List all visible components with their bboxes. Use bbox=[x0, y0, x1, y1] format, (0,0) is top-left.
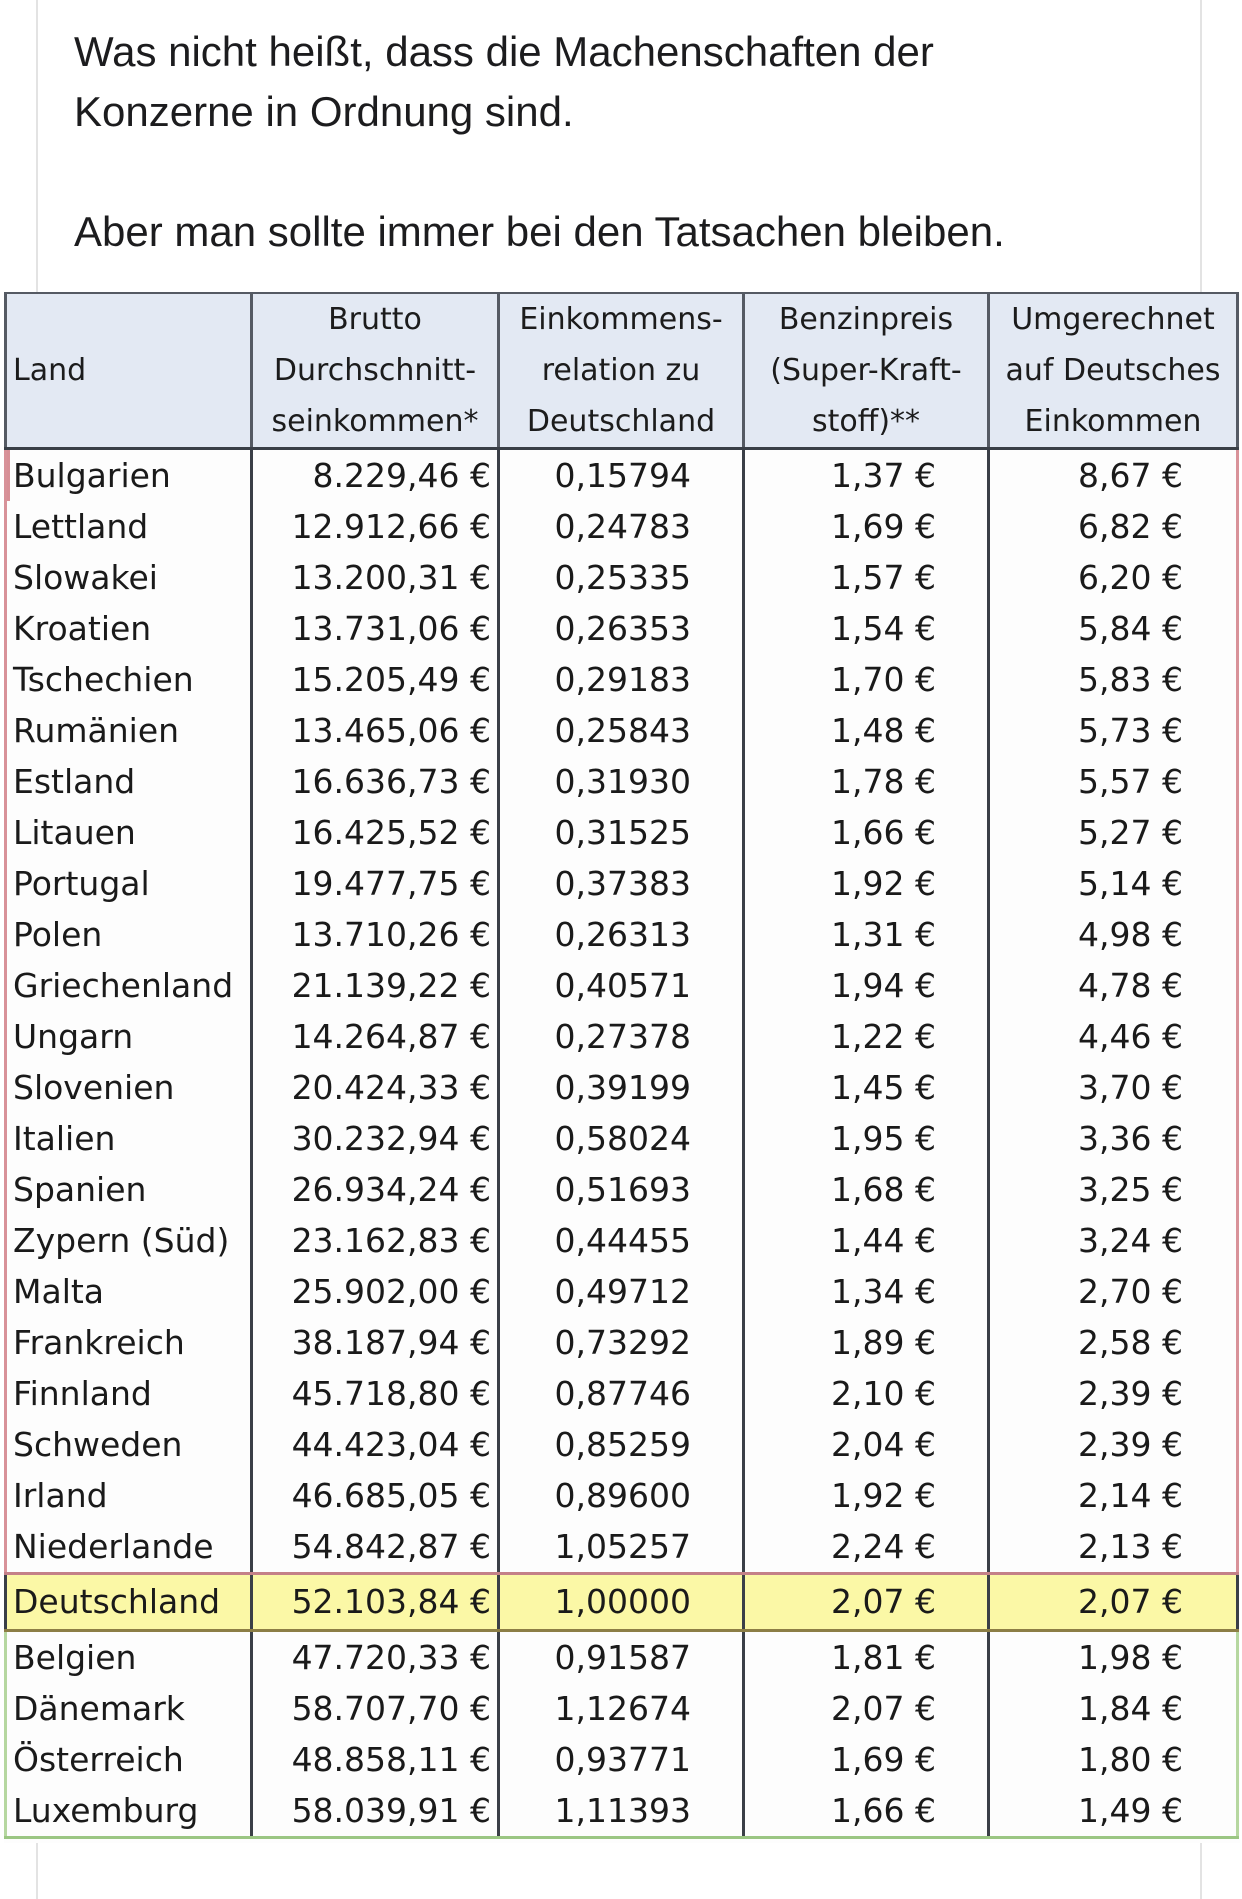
cell-brutto: 38.187,94 € bbox=[252, 1317, 499, 1368]
cell-umgerechnet-value: 2,13 € bbox=[1078, 1527, 1183, 1566]
cell-relation-value: 0,51693 bbox=[554, 1170, 691, 1209]
table-row bbox=[6, 1266, 1238, 1317]
cell-benzinpreis-value: 1,37 € bbox=[831, 456, 936, 495]
table-row bbox=[6, 654, 1238, 705]
cell-relation bbox=[499, 858, 744, 909]
cell-brutto: 21.139,22 € bbox=[252, 960, 499, 1011]
cell-relation bbox=[499, 705, 744, 756]
header-benzin: Benzinpreis (Super-Kraft- stoff)** bbox=[744, 293, 989, 449]
cell-umgerechnet bbox=[989, 1266, 1238, 1317]
income-fuel-table bbox=[4, 292, 1239, 1839]
cell-benzinpreis-value: 1,68 € bbox=[831, 1170, 936, 1209]
cell-relation bbox=[499, 1368, 744, 1419]
cell-benzinpreis bbox=[744, 1785, 989, 1838]
table-row bbox=[6, 756, 1238, 807]
cell-umgerechnet bbox=[989, 1574, 1238, 1631]
cell-brutto: 58.707,70 € bbox=[252, 1683, 499, 1734]
cell-land: Niederlande bbox=[6, 1521, 252, 1574]
cell-benzinpreis-value: 1,54 € bbox=[831, 609, 936, 648]
cell-brutto: 26.934,24 € bbox=[252, 1164, 499, 1215]
cell-relation-value: 0,85259 bbox=[554, 1425, 691, 1464]
cell-umgerechnet-value: 1,84 € bbox=[1078, 1689, 1183, 1728]
table-row bbox=[6, 1419, 1238, 1470]
cell-benzinpreis bbox=[744, 756, 989, 807]
cell-umgerechnet bbox=[989, 1011, 1238, 1062]
cell-relation bbox=[499, 1011, 744, 1062]
cell-land: Österreich bbox=[6, 1734, 252, 1785]
cell-umgerechnet bbox=[989, 1470, 1238, 1521]
cell-relation-value: 0,58024 bbox=[554, 1119, 691, 1158]
cell-umgerechnet-value: 3,36 € bbox=[1078, 1119, 1183, 1158]
cell-umgerechnet-value: 6,20 € bbox=[1078, 558, 1183, 597]
cell-benzinpreis-value: 2,07 € bbox=[831, 1582, 936, 1621]
table-group-germany bbox=[6, 1574, 1238, 1631]
cell-umgerechnet bbox=[989, 858, 1238, 909]
cell-land: Slovenien bbox=[6, 1062, 252, 1113]
cell-brutto: 14.264,87 € bbox=[252, 1011, 499, 1062]
cell-land: Belgien bbox=[6, 1631, 252, 1684]
cell-brutto: 16.636,73 € bbox=[252, 756, 499, 807]
cell-benzinpreis-value: 1,89 € bbox=[831, 1323, 936, 1362]
income-fuel-table-image bbox=[4, 292, 1240, 1843]
cell-benzinpreis bbox=[744, 1683, 989, 1734]
cell-land: Estland bbox=[6, 756, 252, 807]
cell-relation-value: 0,31930 bbox=[554, 762, 691, 801]
table-row bbox=[6, 1062, 1238, 1113]
cell-relation bbox=[499, 756, 744, 807]
cell-land: Italien bbox=[6, 1113, 252, 1164]
cell-benzinpreis-value: 2,04 € bbox=[831, 1425, 936, 1464]
table-row bbox=[6, 603, 1238, 654]
cell-umgerechnet bbox=[989, 552, 1238, 603]
cell-benzinpreis-value: 1,22 € bbox=[831, 1017, 936, 1056]
cell-relation bbox=[499, 1164, 744, 1215]
cell-umgerechnet bbox=[989, 1368, 1238, 1419]
cell-relation-value: 0,91587 bbox=[554, 1638, 691, 1677]
table-row bbox=[6, 1368, 1238, 1419]
table-row bbox=[6, 1683, 1238, 1734]
cell-brutto: 12.912,66 € bbox=[252, 501, 499, 552]
cell-land: Griechenland bbox=[6, 960, 252, 1011]
cell-land: Lettland bbox=[6, 501, 252, 552]
cell-land: Tschechien bbox=[6, 654, 252, 705]
cell-brutto: 52.103,84 € bbox=[252, 1574, 499, 1631]
cell-umgerechnet bbox=[989, 756, 1238, 807]
cell-land: Portugal bbox=[6, 858, 252, 909]
cell-umgerechnet-value: 5,27 € bbox=[1078, 813, 1183, 852]
cell-umgerechnet bbox=[989, 1631, 1238, 1684]
cell-brutto: 13.731,06 € bbox=[252, 603, 499, 654]
cell-benzinpreis bbox=[744, 654, 989, 705]
table-header bbox=[6, 293, 1238, 449]
cell-land: Luxemburg bbox=[6, 1785, 252, 1838]
cell-umgerechnet-value: 2,07 € bbox=[1078, 1582, 1183, 1621]
cell-umgerechnet-value: 1,98 € bbox=[1078, 1638, 1183, 1677]
table-row bbox=[6, 858, 1238, 909]
cell-relation-value: 0,26313 bbox=[554, 915, 691, 954]
cell-land: Litauen bbox=[6, 807, 252, 858]
cell-benzinpreis bbox=[744, 552, 989, 603]
cell-benzinpreis bbox=[744, 501, 989, 552]
cell-benzinpreis-value: 1,66 € bbox=[831, 813, 936, 852]
cell-umgerechnet-value: 3,24 € bbox=[1078, 1221, 1183, 1260]
table-row bbox=[6, 1734, 1238, 1785]
cell-land: Malta bbox=[6, 1266, 252, 1317]
table-row bbox=[6, 705, 1238, 756]
table-row bbox=[6, 552, 1238, 603]
cell-relation-value: 0,27378 bbox=[554, 1017, 691, 1056]
cell-relation bbox=[499, 449, 744, 502]
cell-umgerechnet-value: 5,57 € bbox=[1078, 762, 1183, 801]
cell-umgerechnet bbox=[989, 1215, 1238, 1266]
cell-benzinpreis bbox=[744, 1470, 989, 1521]
cell-relation-value: 0,24783 bbox=[554, 507, 691, 546]
table-row bbox=[6, 960, 1238, 1011]
cell-relation-value: 0,39199 bbox=[554, 1068, 691, 1107]
cell-benzinpreis bbox=[744, 449, 989, 502]
cell-relation-value: 0,26353 bbox=[554, 609, 691, 648]
cell-benzinpreis bbox=[744, 960, 989, 1011]
cell-relation bbox=[499, 1062, 744, 1113]
cell-benzinpreis bbox=[744, 1062, 989, 1113]
cell-benzinpreis bbox=[744, 1368, 989, 1419]
cell-umgerechnet bbox=[989, 501, 1238, 552]
table-row bbox=[6, 909, 1238, 960]
cell-relation-value: 0,73292 bbox=[554, 1323, 691, 1362]
table-row bbox=[6, 1521, 1238, 1574]
cell-benzinpreis-value: 1,45 € bbox=[831, 1068, 936, 1107]
cell-brutto: 13.710,26 € bbox=[252, 909, 499, 960]
cell-benzinpreis bbox=[744, 1574, 989, 1631]
cell-benzinpreis-value: 1,70 € bbox=[831, 660, 936, 699]
cell-relation bbox=[499, 1470, 744, 1521]
cell-land: Zypern (Süd) bbox=[6, 1215, 252, 1266]
post-line-1: Was nicht heißt, dass die Machenschaften der bbox=[74, 28, 934, 75]
table-row bbox=[6, 1785, 1238, 1838]
cell-brutto: 46.685,05 € bbox=[252, 1470, 499, 1521]
cell-umgerechnet bbox=[989, 1113, 1238, 1164]
cell-umgerechnet-value: 2,58 € bbox=[1078, 1323, 1183, 1362]
table-row bbox=[6, 1113, 1238, 1164]
table-row bbox=[6, 807, 1238, 858]
cell-relation bbox=[499, 1683, 744, 1734]
cell-relation bbox=[499, 1113, 744, 1164]
cell-benzinpreis bbox=[744, 1631, 989, 1684]
cell-brutto: 13.465,06 € bbox=[252, 705, 499, 756]
cell-land: Deutschland bbox=[6, 1574, 252, 1631]
cell-land: Irland bbox=[6, 1470, 252, 1521]
cell-relation bbox=[499, 960, 744, 1011]
table-row bbox=[6, 1011, 1238, 1062]
cell-brutto: 19.477,75 € bbox=[252, 858, 499, 909]
cell-relation bbox=[499, 1574, 744, 1631]
table-row bbox=[6, 1470, 1238, 1521]
cell-umgerechnet bbox=[989, 960, 1238, 1011]
cell-umgerechnet bbox=[989, 1164, 1238, 1215]
cell-relation bbox=[499, 552, 744, 603]
cell-umgerechnet-value: 3,70 € bbox=[1078, 1068, 1183, 1107]
cell-relation-value: 0,40571 bbox=[554, 966, 691, 1005]
cell-relation-value: 0,87746 bbox=[554, 1374, 691, 1413]
cell-land: Schweden bbox=[6, 1419, 252, 1470]
cell-brutto: 47.720,33 € bbox=[252, 1631, 499, 1684]
cell-relation bbox=[499, 1521, 744, 1574]
cell-brutto: 15.205,49 € bbox=[252, 654, 499, 705]
cell-benzinpreis bbox=[744, 1011, 989, 1062]
cell-relation-value: 1,11393 bbox=[554, 1791, 691, 1830]
cell-umgerechnet-value: 2,39 € bbox=[1078, 1425, 1183, 1464]
cell-umgerechnet bbox=[989, 705, 1238, 756]
cell-brutto: 23.162,83 € bbox=[252, 1215, 499, 1266]
cell-relation bbox=[499, 807, 744, 858]
cell-umgerechnet bbox=[989, 603, 1238, 654]
cell-benzinpreis-value: 1,95 € bbox=[831, 1119, 936, 1158]
cell-brutto: 58.039,91 € bbox=[252, 1785, 499, 1838]
cell-benzinpreis-value: 1,81 € bbox=[831, 1638, 936, 1677]
header-land: Land bbox=[6, 293, 252, 449]
cell-umgerechnet bbox=[989, 1683, 1238, 1734]
cell-relation bbox=[499, 909, 744, 960]
cell-umgerechnet-value: 5,84 € bbox=[1078, 609, 1183, 648]
cell-brutto: 25.902,00 € bbox=[252, 1266, 499, 1317]
cell-umgerechnet-value: 4,98 € bbox=[1078, 915, 1183, 954]
table-group-cheaper bbox=[6, 449, 1238, 1574]
cell-benzinpreis-value: 1,44 € bbox=[831, 1221, 936, 1260]
cell-umgerechnet bbox=[989, 1521, 1238, 1574]
cell-brutto: 20.424,33 € bbox=[252, 1062, 499, 1113]
cell-relation bbox=[499, 1631, 744, 1684]
cell-benzinpreis bbox=[744, 1317, 989, 1368]
cell-umgerechnet-value: 3,25 € bbox=[1078, 1170, 1183, 1209]
cell-relation-value: 0,93771 bbox=[554, 1740, 691, 1779]
cell-benzinpreis-value: 1,78 € bbox=[831, 762, 936, 801]
cell-brutto: 45.718,80 € bbox=[252, 1368, 499, 1419]
table-row-deutschland bbox=[6, 1574, 1238, 1631]
cell-relation bbox=[499, 1785, 744, 1838]
cell-land: Dänemark bbox=[6, 1683, 252, 1734]
cell-benzinpreis-value: 1,57 € bbox=[831, 558, 936, 597]
cell-umgerechnet-value: 5,83 € bbox=[1078, 660, 1183, 699]
cell-umgerechnet-value: 1,80 € bbox=[1078, 1740, 1183, 1779]
cell-umgerechnet bbox=[989, 654, 1238, 705]
header-relation: Einkommens- relation zu Deutschland bbox=[499, 293, 744, 449]
cell-relation-value: 0,29183 bbox=[554, 660, 691, 699]
cell-umgerechnet bbox=[989, 449, 1238, 502]
cell-relation-value: 1,05257 bbox=[554, 1527, 691, 1566]
cell-benzinpreis-value: 1,34 € bbox=[831, 1272, 936, 1311]
cell-benzinpreis-value: 2,10 € bbox=[831, 1374, 936, 1413]
cell-umgerechnet-value: 2,14 € bbox=[1078, 1476, 1183, 1515]
cell-benzinpreis-value: 1,66 € bbox=[831, 1791, 936, 1830]
cell-relation-value: 0,31525 bbox=[554, 813, 691, 852]
cell-land: Ungarn bbox=[6, 1011, 252, 1062]
cell-umgerechnet-value: 4,46 € bbox=[1078, 1017, 1183, 1056]
cell-umgerechnet bbox=[989, 1419, 1238, 1470]
table-row bbox=[6, 449, 1238, 502]
post-line-2: Konzerne in Ordnung sind. bbox=[74, 88, 574, 135]
cell-benzinpreis-value: 1,31 € bbox=[831, 915, 936, 954]
cell-land: Frankreich bbox=[6, 1317, 252, 1368]
cell-relation-value: 1,12674 bbox=[554, 1689, 691, 1728]
cell-umgerechnet-value: 5,14 € bbox=[1078, 864, 1183, 903]
cell-benzinpreis bbox=[744, 1113, 989, 1164]
cell-relation-value: 0,89600 bbox=[554, 1476, 691, 1515]
cell-relation-value: 0,25843 bbox=[554, 711, 691, 750]
cell-brutto: 48.858,11 € bbox=[252, 1734, 499, 1785]
cell-relation bbox=[499, 603, 744, 654]
post-line-3: Aber man sollte immer bei den Tatsachen bleiben. bbox=[74, 208, 1005, 255]
cell-benzinpreis bbox=[744, 1521, 989, 1574]
cell-land: Slowakei bbox=[6, 552, 252, 603]
cell-benzinpreis-value: 1,69 € bbox=[831, 1740, 936, 1779]
cell-land: Finnland bbox=[6, 1368, 252, 1419]
cell-land: Bulgarien bbox=[6, 449, 252, 502]
cell-umgerechnet bbox=[989, 1734, 1238, 1785]
cell-benzinpreis-value: 2,07 € bbox=[831, 1689, 936, 1728]
cell-brutto: 8.229,46 € bbox=[252, 449, 499, 502]
table-row bbox=[6, 1215, 1238, 1266]
table-row bbox=[6, 1631, 1238, 1684]
cell-umgerechnet-value: 2,39 € bbox=[1078, 1374, 1183, 1413]
cell-brutto: 54.842,87 € bbox=[252, 1521, 499, 1574]
cell-relation bbox=[499, 1734, 744, 1785]
cell-land: Kroatien bbox=[6, 603, 252, 654]
cell-umgerechnet bbox=[989, 909, 1238, 960]
cell-relation bbox=[499, 501, 744, 552]
cell-relation-value: 0,15794 bbox=[554, 456, 691, 495]
cell-land: Spanien bbox=[6, 1164, 252, 1215]
cell-relation-value: 0,49712 bbox=[554, 1272, 691, 1311]
cell-land: Polen bbox=[6, 909, 252, 960]
cell-benzinpreis bbox=[744, 603, 989, 654]
cell-benzinpreis bbox=[744, 1734, 989, 1785]
header-umgerechnet: Umgerechnet auf Deutsches Einkommen bbox=[989, 293, 1238, 449]
cell-umgerechnet-value: 6,82 € bbox=[1078, 507, 1183, 546]
cell-umgerechnet-value: 8,67 € bbox=[1078, 456, 1183, 495]
cell-umgerechnet bbox=[989, 807, 1238, 858]
cell-relation-value: 1,00000 bbox=[554, 1582, 691, 1621]
cell-brutto: 16.425,52 € bbox=[252, 807, 499, 858]
cell-relation bbox=[499, 1266, 744, 1317]
cell-benzinpreis-value: 2,24 € bbox=[831, 1527, 936, 1566]
cell-umgerechnet bbox=[989, 1785, 1238, 1838]
cell-benzinpreis-value: 1,94 € bbox=[831, 966, 936, 1005]
cell-benzinpreis-value: 1,92 € bbox=[831, 1476, 936, 1515]
cell-relation bbox=[499, 1317, 744, 1368]
cell-relation-value: 0,44455 bbox=[554, 1221, 691, 1260]
header-brutto: Brutto Durchschnitt- seinkommen* bbox=[252, 293, 499, 449]
table-group-more-expensive bbox=[6, 1631, 1238, 1838]
cell-benzinpreis-value: 1,48 € bbox=[831, 711, 936, 750]
cell-benzinpreis bbox=[744, 705, 989, 756]
cell-benzinpreis bbox=[744, 1419, 989, 1470]
cell-umgerechnet-value: 5,73 € bbox=[1078, 711, 1183, 750]
cell-benzinpreis bbox=[744, 909, 989, 960]
cell-benzinpreis-value: 1,92 € bbox=[831, 864, 936, 903]
cell-umgerechnet-value: 4,78 € bbox=[1078, 966, 1183, 1005]
cell-relation bbox=[499, 1215, 744, 1266]
cell-relation-value: 0,37383 bbox=[554, 864, 691, 903]
cell-benzinpreis bbox=[744, 1266, 989, 1317]
cell-benzinpreis-value: 1,69 € bbox=[831, 507, 936, 546]
cell-umgerechnet bbox=[989, 1317, 1238, 1368]
cell-benzinpreis bbox=[744, 807, 989, 858]
cell-land: Rumänien bbox=[6, 705, 252, 756]
cell-benzinpreis bbox=[744, 858, 989, 909]
cell-brutto: 44.423,04 € bbox=[252, 1419, 499, 1470]
cell-relation bbox=[499, 654, 744, 705]
table-row bbox=[6, 1164, 1238, 1215]
cell-brutto: 13.200,31 € bbox=[252, 552, 499, 603]
cell-brutto: 30.232,94 € bbox=[252, 1113, 499, 1164]
cell-relation bbox=[499, 1419, 744, 1470]
cell-benzinpreis bbox=[744, 1164, 989, 1215]
cell-relation-value: 0,25335 bbox=[554, 558, 691, 597]
cell-umgerechnet-value: 2,70 € bbox=[1078, 1272, 1183, 1311]
table-row bbox=[6, 1317, 1238, 1368]
cell-umgerechnet bbox=[989, 1062, 1238, 1113]
cell-umgerechnet-value: 1,49 € bbox=[1078, 1791, 1183, 1830]
cell-benzinpreis bbox=[744, 1215, 989, 1266]
post-text bbox=[74, 22, 1174, 262]
table-row bbox=[6, 501, 1238, 552]
